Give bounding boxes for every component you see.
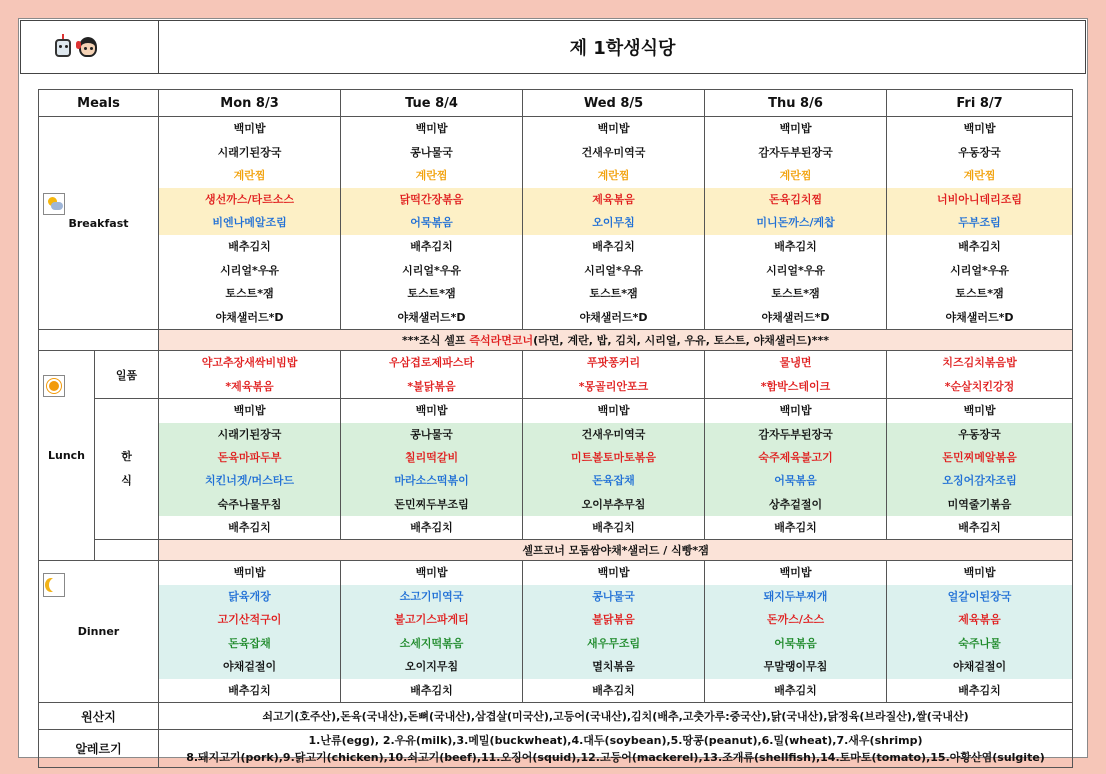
table-header-row xyxy=(39,90,1073,117)
menu-item: 계란찜 xyxy=(963,169,996,183)
menu-item: 치킨너겟/머스타드 xyxy=(159,469,340,492)
dinner-cell-mon xyxy=(159,561,341,703)
menu-item: 어묵볶음 xyxy=(341,211,522,235)
ilpum-cell-wed xyxy=(523,351,705,399)
menu-item: 시래기된장국 xyxy=(159,423,340,446)
ilpum-side-dish: *순살치킨강정 xyxy=(944,379,1015,393)
breakfast-label-cell xyxy=(39,117,159,330)
menu-item: 배추김치 xyxy=(228,239,271,253)
menu-item: 고기산적구이 xyxy=(159,608,340,632)
lunch-banner-row xyxy=(39,540,1073,561)
dinner-label: Dinner xyxy=(77,625,120,639)
menu-item: 배추김치 xyxy=(410,683,453,697)
menu-item: 닭육개장 xyxy=(159,585,340,609)
hansik-cell-wed xyxy=(523,399,705,540)
ilpum-main-dish: 우삼겹로제파스타 xyxy=(389,356,475,370)
day-header-wed: Wed 8/5 xyxy=(523,90,705,117)
sun-icon xyxy=(43,375,65,397)
origin-row xyxy=(39,703,1073,730)
menu-item: 백미밥 xyxy=(233,122,266,135)
menu-item: 배추김치 xyxy=(228,683,271,697)
menu-item: 배추김치 xyxy=(228,521,271,535)
menu-item: 백미밥 xyxy=(963,122,996,135)
menu-item: 돈육마파두부 xyxy=(159,446,340,469)
menu-item: 시리얼*우유 xyxy=(402,263,461,277)
menu-item: 건새우미역국 xyxy=(523,423,704,446)
menu-item: 감자두부된장국 xyxy=(758,145,833,159)
ilpum-cell-mon xyxy=(159,351,341,399)
menu-item: 계란찜 xyxy=(415,169,448,183)
lunch-banner-spacer xyxy=(95,540,159,561)
day-header-thu: Thu 8/6 xyxy=(705,90,887,117)
menu-item: 돈민찌두부조림 xyxy=(341,493,522,516)
menu-item: 배추김치 xyxy=(410,521,453,535)
menu-item: 백미밥 xyxy=(233,404,266,418)
menu-item: 토스트*잼 xyxy=(771,287,820,301)
menu-item: 돈육잡채 xyxy=(523,469,704,492)
menu-item: 시리얼*우유 xyxy=(950,263,1009,277)
menu-item: 야채겉절이 xyxy=(159,655,340,679)
menu-item: 제육볶음 xyxy=(887,608,1072,632)
menu-item: 비엔나메알조림 xyxy=(159,211,340,235)
allergy-line-2: 8.돼지고기(pork),9.닭고기(chicken),10.쇠고기(beef),11.오징어(squid),12.고등어(mackerel),13.조개류(shellfish),14.토마토(tomato),15.아황산염(sulgite) xyxy=(186,750,1045,764)
menu-item: 닭떡간장볶음 xyxy=(341,188,522,212)
ilpum-side-dish: *제육볶음 xyxy=(225,379,274,393)
menu-item: 시리얼*우유 xyxy=(766,263,825,277)
menu-item: 오이부추무침 xyxy=(523,493,704,516)
menu-item: 백미밥 xyxy=(963,566,996,580)
menu-item: 계란찜 xyxy=(233,169,266,183)
dinner-label-cell xyxy=(39,561,159,703)
day-header-fri: Fri 8/7 xyxy=(887,90,1073,117)
allergy-label: 알레르기 xyxy=(39,730,159,768)
menu-item: 돈까스/소스 xyxy=(705,608,886,632)
menu-item: 토스트*잼 xyxy=(407,287,456,301)
menu-item: 배추김치 xyxy=(958,683,1001,697)
breakfast-cell-fri xyxy=(887,117,1073,330)
menu-item: 배추김치 xyxy=(774,683,817,697)
breakfast-row xyxy=(39,117,1073,330)
menu-item: 백미밥 xyxy=(597,404,630,418)
breakfast-banner-row xyxy=(39,330,1073,351)
menu-item: 어묵볶음 xyxy=(705,469,886,492)
day-header-tue: Tue 8/4 xyxy=(341,90,523,117)
ilpum-side-dish: *몽골리안포크 xyxy=(578,379,649,393)
menu-table xyxy=(38,89,1073,768)
menu-item: 생선까스/타르소스 xyxy=(159,188,340,212)
menu-item: 오이무침 xyxy=(523,211,704,235)
menu-item: 우동장국 xyxy=(887,423,1072,446)
ilpum-main-dish: 푸팟퐁커리 xyxy=(586,356,641,370)
header xyxy=(20,20,1086,74)
menu-item: 야채샐러드*D xyxy=(215,310,284,324)
dinner-row xyxy=(39,561,1073,703)
menu-item: 시래기된장국 xyxy=(217,145,282,159)
origin-text: 쇠고기(호주산),돈육(국내산),돈뼈(국내산),삼겹살(미국산),고등어(국내산),김치(배추,고춧가루:중국산),닭(국내산),닭정육(브라질산),쌀(국내산) xyxy=(159,703,1073,730)
header-logo xyxy=(21,21,159,73)
menu-item: 마라소스떡볶이 xyxy=(341,469,522,492)
menu-item: 야채샐러드*D xyxy=(579,310,648,324)
menu-item: 백미밥 xyxy=(597,122,630,135)
ilpum-cell-thu xyxy=(705,351,887,399)
menu-item: 계란찜 xyxy=(597,169,630,183)
allergy-row xyxy=(39,730,1073,768)
breakfast-banner-spacer xyxy=(39,330,159,351)
menu-item: 야채샐러드*D xyxy=(397,310,466,324)
menu-item: 계란찜 xyxy=(779,169,812,183)
page-title: 제 1학생식당 xyxy=(569,38,676,59)
lunch-label-cell xyxy=(39,351,95,561)
menu-item: 배추김치 xyxy=(958,521,1001,535)
menu-item: 배추김치 xyxy=(592,239,635,253)
menu-item: 백미밥 xyxy=(415,122,448,135)
menu-item: 돈육김치찜 xyxy=(705,188,886,212)
breakfast-label: Breakfast xyxy=(68,216,129,230)
lunch-ilpum-row xyxy=(39,351,1073,399)
menu-item: 새우무조림 xyxy=(523,632,704,656)
meals-header: Meals xyxy=(39,90,159,117)
menu-item: 돈민찌메알볶음 xyxy=(887,446,1072,469)
menu-item: 시리얼*우유 xyxy=(220,263,279,277)
moon-icon xyxy=(43,573,65,597)
menu-item: 야채샐러드*D xyxy=(761,310,830,324)
breakfast-cell-mon xyxy=(159,117,341,330)
menu-item: 건새우미역국 xyxy=(581,145,646,159)
hansik-cell-mon xyxy=(159,399,341,540)
menu-item: 배추김치 xyxy=(410,239,453,253)
menu-item: 배추김치 xyxy=(774,521,817,535)
menu-item: 불닭볶음 xyxy=(523,608,704,632)
ilpum-label: 일품 xyxy=(95,351,159,399)
girl-icon xyxy=(79,37,97,57)
menu-item: 콩나물국 xyxy=(341,423,522,446)
menu-item: 시리얼*우유 xyxy=(584,263,643,277)
breakfast-cell-tue xyxy=(341,117,523,330)
menu-item: 콩나물국 xyxy=(523,585,704,609)
menu-item: 백미밥 xyxy=(963,404,996,418)
menu-item: 오이지무침 xyxy=(341,655,522,679)
menu-item: 돼지두부찌개 xyxy=(705,585,886,609)
dinner-cell-tue xyxy=(341,561,523,703)
menu-item: 소세지떡볶음 xyxy=(341,632,522,656)
menu-item: 미트볼토마토볶음 xyxy=(523,446,704,469)
menu-item: 우동장국 xyxy=(958,145,1001,159)
menu-item: 상추겉절이 xyxy=(705,493,886,516)
menu-item: 미역줄기볶음 xyxy=(887,493,1072,516)
ilpum-main-dish: 치즈김치볶음밥 xyxy=(942,356,1017,370)
menu-item: 백미밥 xyxy=(779,122,812,135)
menu-item: 야채샐러드*D xyxy=(945,310,1014,324)
ilpum-main-dish: 물냉면 xyxy=(779,356,812,370)
lunch-hansik-row xyxy=(39,399,1073,540)
breakfast-banner-highlight: 즉석라면코너 xyxy=(469,334,534,348)
menu-item: 토스트*잼 xyxy=(589,287,638,301)
menu-item: 오징어감자조림 xyxy=(887,469,1072,492)
menu-item: 배추김치 xyxy=(592,683,635,697)
hansik-cell-tue xyxy=(341,399,523,540)
menu-item: 백미밥 xyxy=(233,566,266,580)
menu-item: 멸치볶음 xyxy=(523,655,704,679)
menu-item: 백미밥 xyxy=(415,404,448,418)
hansik-cell-fri xyxy=(887,399,1073,540)
menu-item: 백미밥 xyxy=(779,404,812,418)
menu-item: 제육볶음 xyxy=(523,188,704,212)
menu-item: 야채겉절이 xyxy=(887,655,1072,679)
menu-item: 토스트*잼 xyxy=(225,287,274,301)
menu-item: 숙주나물무침 xyxy=(159,493,340,516)
lunch-label: Lunch xyxy=(47,449,86,463)
ilpum-side-dish: *함박스테이크 xyxy=(760,379,831,393)
breakfast-cell-wed xyxy=(523,117,705,330)
menu-item: 어묵볶음 xyxy=(705,632,886,656)
sunrise-icon xyxy=(43,193,65,215)
menu-item: 감자두부된장국 xyxy=(705,423,886,446)
menu-item: 무말랭이무침 xyxy=(705,655,886,679)
menu-item: 소고기미역국 xyxy=(341,585,522,609)
menu-item: 배추김치 xyxy=(592,521,635,535)
origin-label: 원산지 xyxy=(39,703,159,730)
menu-item: 숙주제육불고기 xyxy=(705,446,886,469)
menu-item: 백미밥 xyxy=(597,566,630,580)
menu-item: 돈육잡채 xyxy=(159,632,340,656)
menu-item: 콩나물국 xyxy=(410,145,453,159)
menu-item: 너비아니데리조림 xyxy=(887,188,1072,212)
menu-item: 백미밥 xyxy=(415,566,448,580)
menu-item: 배추김치 xyxy=(774,239,817,253)
menu-item: 백미밥 xyxy=(779,566,812,580)
breakfast-cell-thu xyxy=(705,117,887,330)
ilpum-cell-fri xyxy=(887,351,1073,399)
day-header-mon: Mon 8/3 xyxy=(159,90,341,117)
robot-icon xyxy=(55,39,71,57)
allergy-text xyxy=(159,730,1073,768)
ilpum-side-dish: *불닭볶음 xyxy=(407,379,456,393)
ilpum-cell-tue xyxy=(341,351,523,399)
dinner-cell-thu xyxy=(705,561,887,703)
lunch-banner: 셀프코너 모둠쌈야채*샐러드 / 식빵*잼 xyxy=(159,540,1073,561)
ilpum-main-dish: 약고추장새싹비빔밥 xyxy=(201,356,298,370)
menu-item: 토스트*잼 xyxy=(955,287,1004,301)
breakfast-banner: ***조식 셀프 즉석라면코너(라면, 계란, 밥, 김치, 시리얼, 우유, 토스트, 야채샐러드)*** xyxy=(159,330,1073,351)
menu-item: 숙주나물 xyxy=(887,632,1072,656)
hansik-label: 한 식 xyxy=(95,399,159,540)
menu-item: 미니돈까스/케찹 xyxy=(705,211,886,235)
menu-item: 칠리떡갈비 xyxy=(341,446,522,469)
dinner-cell-fri xyxy=(887,561,1073,703)
allergy-line-1: 1.난류(egg), 2.우유(milk),3.메밀(buckwheat),4.대두(soybean),5.땅콩(peanut),6.밀(wheat),7.새우(shrimp) xyxy=(308,733,923,747)
menu-item: 배추김치 xyxy=(958,239,1001,253)
menu-item: 얼갈이된장국 xyxy=(887,585,1072,609)
menu-item: 두부조림 xyxy=(887,211,1072,235)
hansik-cell-thu xyxy=(705,399,887,540)
menu-item: 불고기스파게티 xyxy=(341,608,522,632)
dinner-cell-wed xyxy=(523,561,705,703)
